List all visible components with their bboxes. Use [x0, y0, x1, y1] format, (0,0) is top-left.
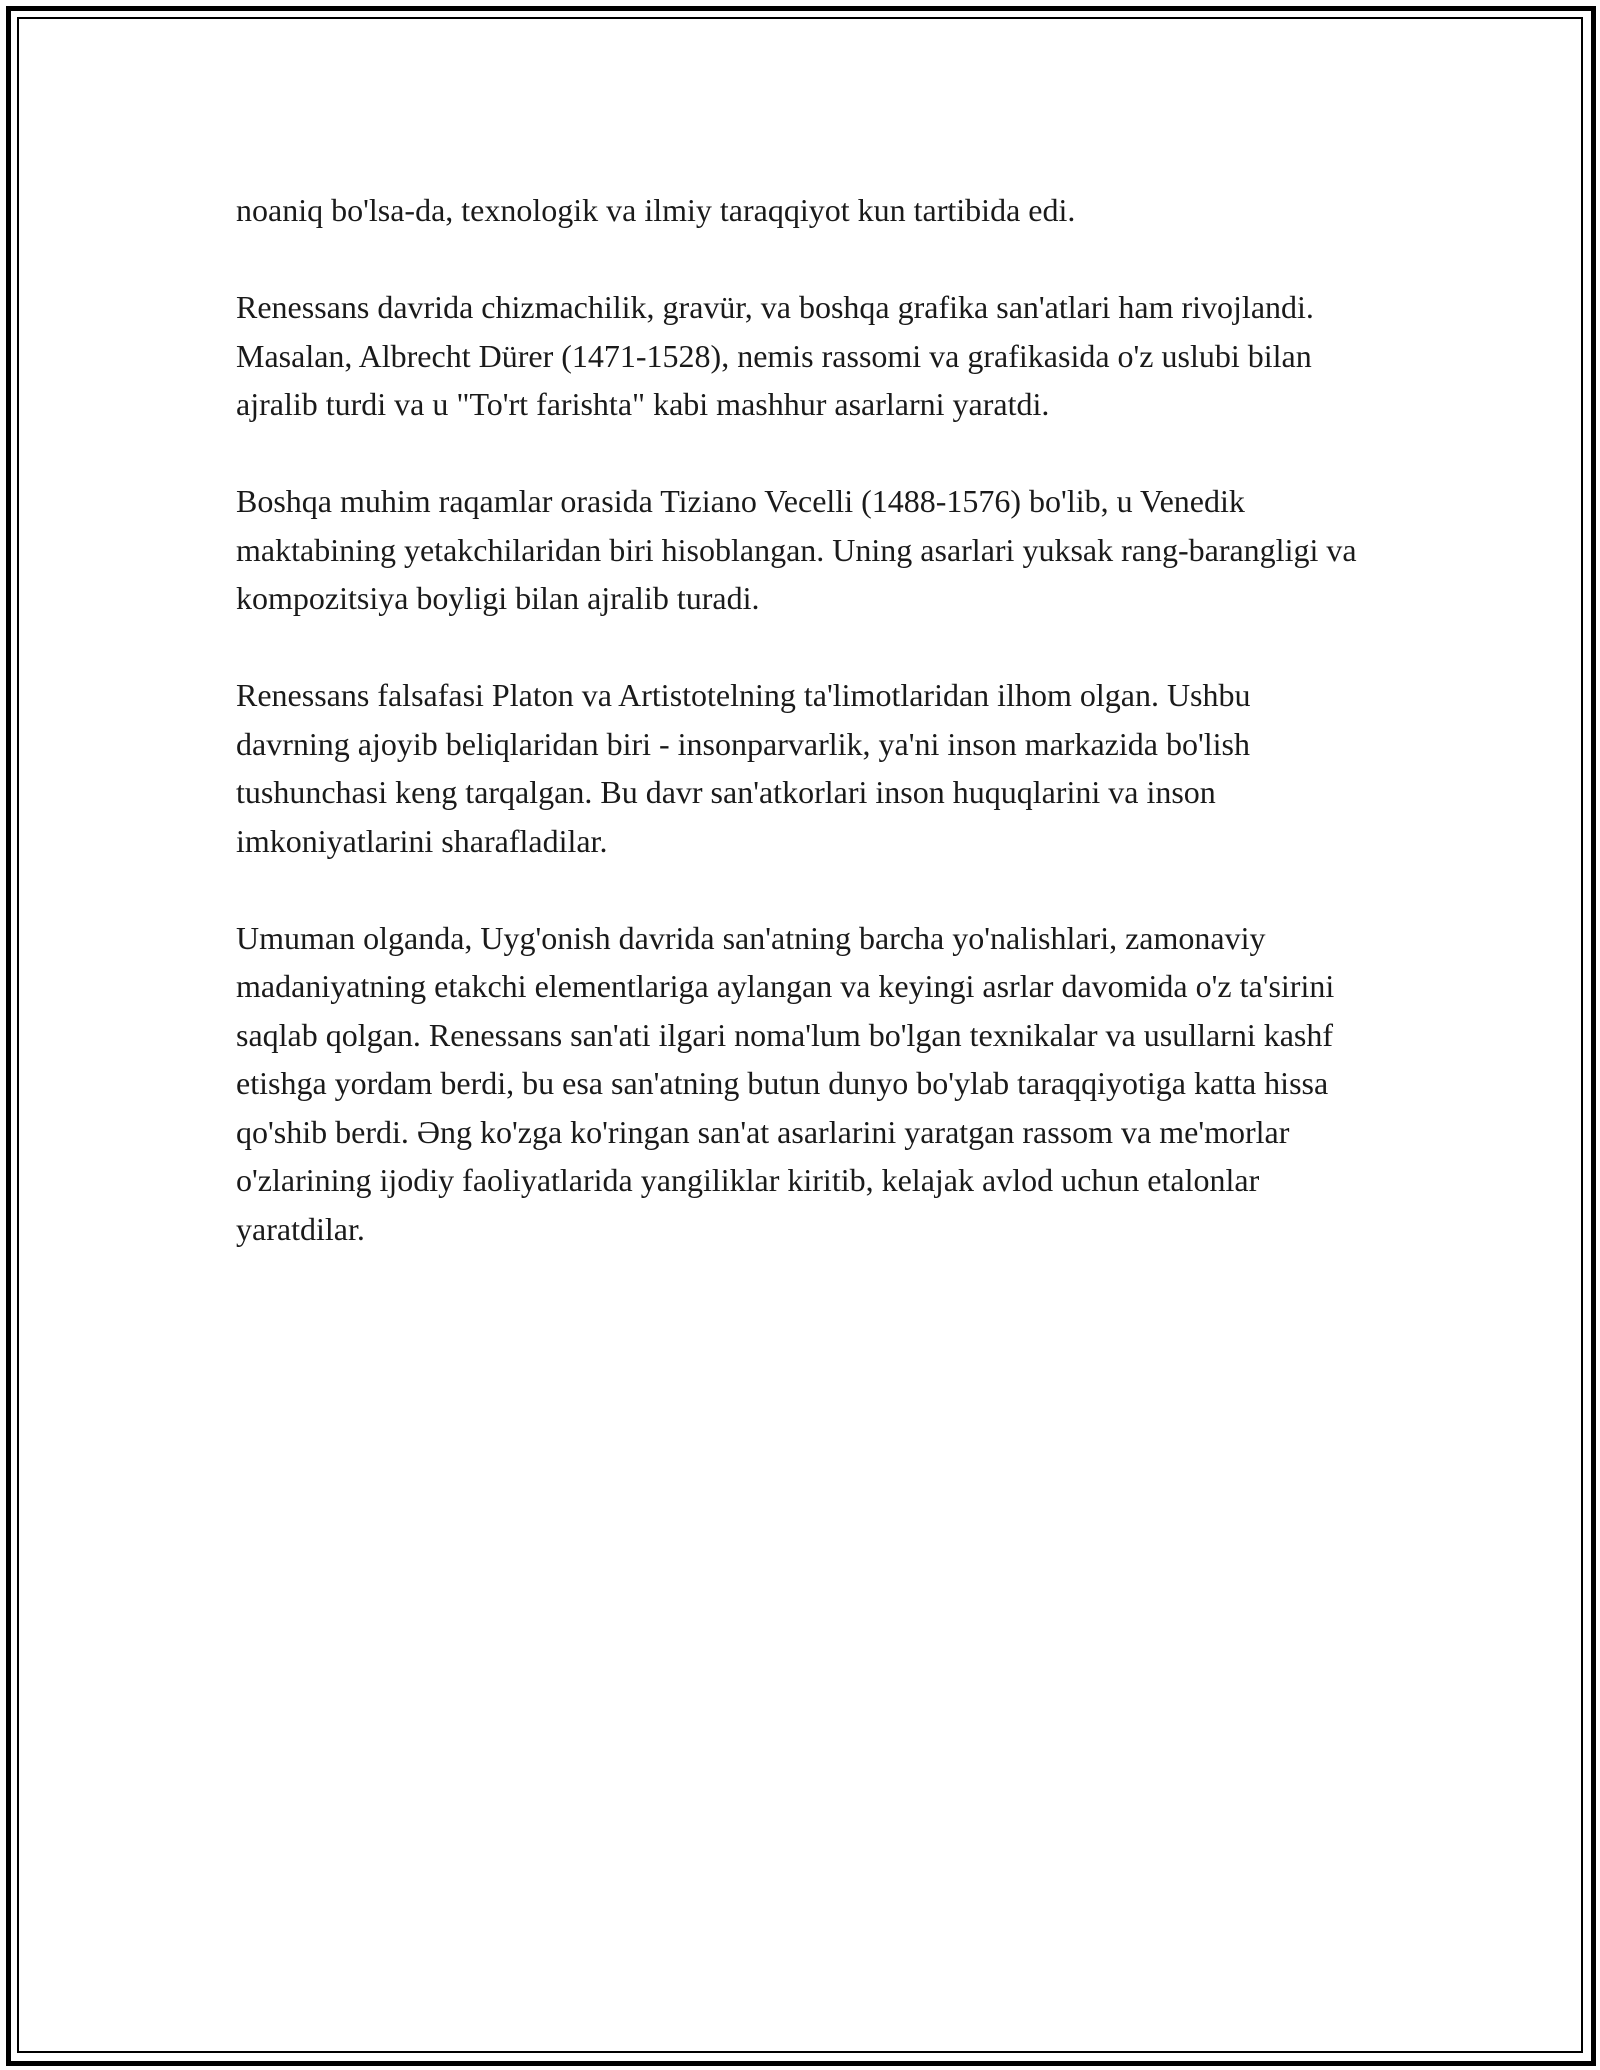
paragraph-4: Renessans falsafasi Platon va Artistotelning ta'limotlaridan ilhom olgan. Ushbu davrning ajoyib beliqlaridan biri - insonparvarlik, ya'ni inson markazida bo'lish tushunchasi keng tarqalgan. Bu davr san'atkorlari inson huquqlarini va inson imkoniyatlarini sharafladilar.: [236, 677, 1251, 859]
paragraph-2: Renessans davrida chizmachilik, gravür, va boshqa grafika san'atlari ham rivojlandi. Masalan, Albrecht Dürer (1471-1528), nemis rassomi va grafikasida o'z uslubi bilan ajralib turdi va u "To'rt farishta" kabi mashhur asarlarni yaratdi.: [236, 289, 1314, 422]
paragraph-1: noaniq bo'lsa-da, texnologik va ilmiy taraqqiyot kun tartibida edi.: [236, 192, 1076, 228]
document-body: [236, 186, 1366, 1253]
paragraph-5: Umuman olganda, Uyg'onish davrida san'atning barcha yo'nalishlari, zamonaviy madaniyatning etakchi elementlariga aylangan va keyingi asrlar davomida o'z ta'sirini saqlab qolgan. Renessans san'ati ilgari noma'lum bo'lgan texnikalar va usullarni kashf etishga yordam berdi, bu esa san'atning butun dunyo bo'ylab taraqqiyotiga katta hissa qo'shib berdi. Əng ko'zga ko'ringan san'at asarlarini yaratgan rassom va me'morlar o'zlarining ijodiy faoliyatlarida yangiliklar kiritib, kelajak avlod uchun etalonlar yaratdilar.: [236, 919, 1335, 1247]
paragraph-3: Boshqa muhim raqamlar orasida Tiziano Vecelli (1488-1576) bo'lib, u Venedik maktabining yetakchilaridan biri hisoblangan. Uning asarlari yuksak rang-barangligi va kompozitsiya boyligi bilan ajralib turadi.: [236, 483, 1357, 616]
